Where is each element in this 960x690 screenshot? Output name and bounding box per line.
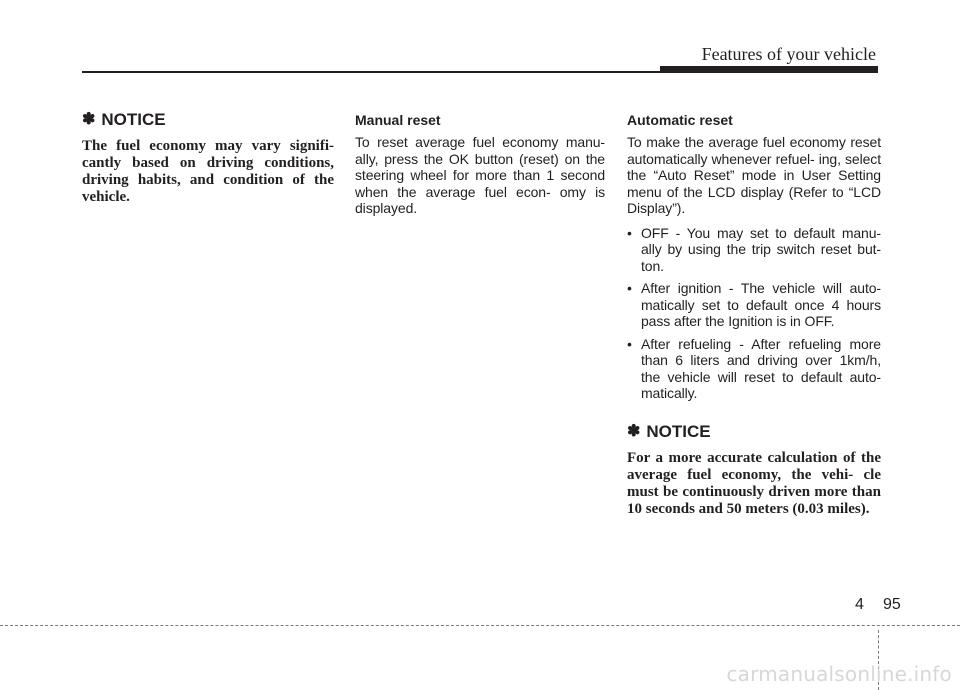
chapter-number: 4 <box>855 596 864 613</box>
middle-column <box>355 110 605 217</box>
option-text: After ignition - The vehicle will auto- matically set to default once 4 hours pass after the Ignition is in OFF. <box>641 280 881 329</box>
list-item <box>627 225 881 275</box>
manual-reset-title: Manual reset <box>355 112 441 128</box>
right-column <box>627 110 881 518</box>
list-item <box>627 336 881 402</box>
notice-heading <box>82 110 334 130</box>
header-rule-accent <box>660 66 878 73</box>
footer-divider <box>0 625 960 626</box>
bullet-icon: • <box>627 224 632 241</box>
bullet-icon: • <box>627 280 632 296</box>
notice-heading <box>627 422 881 442</box>
list-item <box>627 280 881 330</box>
left-column <box>82 110 334 206</box>
page-number: 95 <box>883 596 901 613</box>
notice-title: NOTICE <box>101 110 166 129</box>
option-text: OFF - You may set to default manu- ally by using the trip switch reset but- ton. <box>641 224 881 274</box>
automatic-reset-body: To make the average fuel economy reset automatically whenever refuel- ing, select the “Auto Reset” mode in User Setting menu of the LCD display (Refer to “LCD Display”). <box>627 134 881 216</box>
notice-body: For a more accurate calculation of the average fuel economy, the vehi- cle must be continuously driven more than 10 seconds and 50 meters (0.03 miles). <box>627 449 881 517</box>
manual-reset-body: To reset average fuel economy manu- ally, press the OK button (reset) on the steering wheel for more than 1 second when the average fuel econ- omy is displayed. <box>355 134 605 216</box>
watermark: carmanualsonline.info <box>726 662 952 686</box>
notice-body: The fuel economy may vary signifi- cantly based on driving conditions, driving habits, and condition of the vehicle. <box>82 138 334 205</box>
header-title: Features of your vehicle <box>701 44 876 64</box>
notice-star-icon: ✽ <box>627 422 641 440</box>
notice-title: NOTICE <box>646 421 711 441</box>
bullet-icon: • <box>627 335 632 352</box>
option-text: After refueling - After refueling more than 6 liters and driving over 1km/h, the vehicle will reset to default auto- matically. <box>641 335 881 401</box>
automatic-reset-title: Automatic reset <box>627 112 733 128</box>
notice-star-icon: ✽ <box>82 111 96 128</box>
automatic-reset-options <box>627 225 881 402</box>
